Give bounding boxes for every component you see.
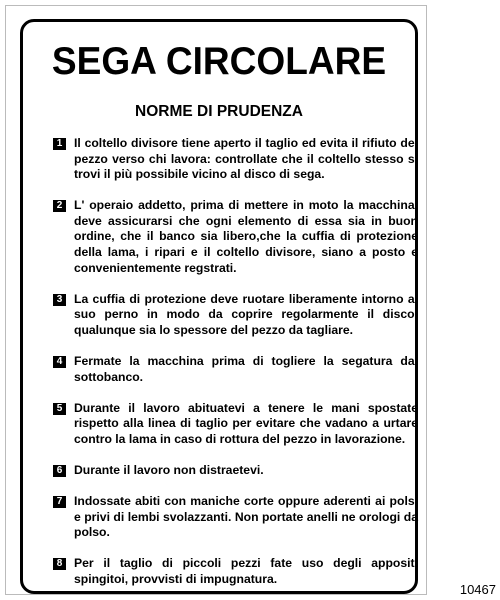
rule-item bbox=[53, 463, 418, 479]
rule-number-badge: 4 bbox=[53, 356, 66, 368]
rule-text: Durante il lavoro non distraetevi. bbox=[74, 463, 264, 477]
rule-item bbox=[53, 401, 418, 448]
rules-list bbox=[53, 136, 418, 600]
rule-item bbox=[53, 292, 418, 339]
product-code: 10467 bbox=[459, 582, 496, 597]
rule-item bbox=[53, 556, 418, 587]
rule-item bbox=[53, 198, 418, 276]
rule-number-badge: 7 bbox=[53, 496, 66, 508]
rule-number-badge: 6 bbox=[53, 465, 66, 477]
rule-number-badge: 2 bbox=[53, 200, 66, 212]
rule-item bbox=[53, 136, 418, 183]
sign-panel bbox=[20, 19, 418, 594]
rule-number-badge: 1 bbox=[53, 138, 66, 150]
rule-text: Per il taglio di piccoli pezzi fate uso degli appositi spingitoi, provvisti di impugnatura. bbox=[74, 556, 418, 586]
sign-title: SEGA CIRCOLARE bbox=[51, 40, 387, 83]
safety-sign bbox=[5, 5, 427, 595]
rule-text: Indossate abiti con maniche corte oppure aderenti ai polsi e privi di lembi svolazzanti. Non portate anelli ne orologi da polso. bbox=[74, 494, 418, 540]
rule-number-badge: 5 bbox=[53, 403, 66, 415]
rule-number-badge: 3 bbox=[53, 294, 66, 306]
rule-text: L' operaio addetto, prima di mettere in moto la macchina, deve assicurarsi che ogni elemento di essa sia in buon ordine, che il banco sia libero,che la cuffia di protezione della lama, i ripari e il coltello divisore, siano a posto e convenientemente regstrati. bbox=[74, 198, 418, 275]
rule-number-badge: 8 bbox=[53, 558, 66, 570]
rule-text: La cuffia di protezione deve ruotare liberamente intorno al suo perno in modo da coprire regolarmente il disco, qualunque sia lo spessore del pezzo da tagliare. bbox=[74, 291, 418, 337]
sign-subtitle: NORME DI PRUDENZA bbox=[135, 103, 303, 120]
rule-text: Il coltello divisore tiene aperto il taglio ed evita il rifiuto del pezzo verso chi lavora: controllate che il coltello stesso si trovi il più possibile vicino al disco di sega. bbox=[74, 136, 418, 182]
rule-item bbox=[53, 494, 418, 541]
rule-text: Fermate la macchina prima di togliere la segatura dal sottobanco. bbox=[74, 354, 418, 384]
rule-text: Durante il lavoro abituatevi a tenere le mani spostate rispetto alla linea di taglio per evitare che vadano a urtare contro la lama in caso di rottura del pezzo in lavorazione. bbox=[74, 400, 418, 446]
rule-item bbox=[53, 354, 418, 385]
